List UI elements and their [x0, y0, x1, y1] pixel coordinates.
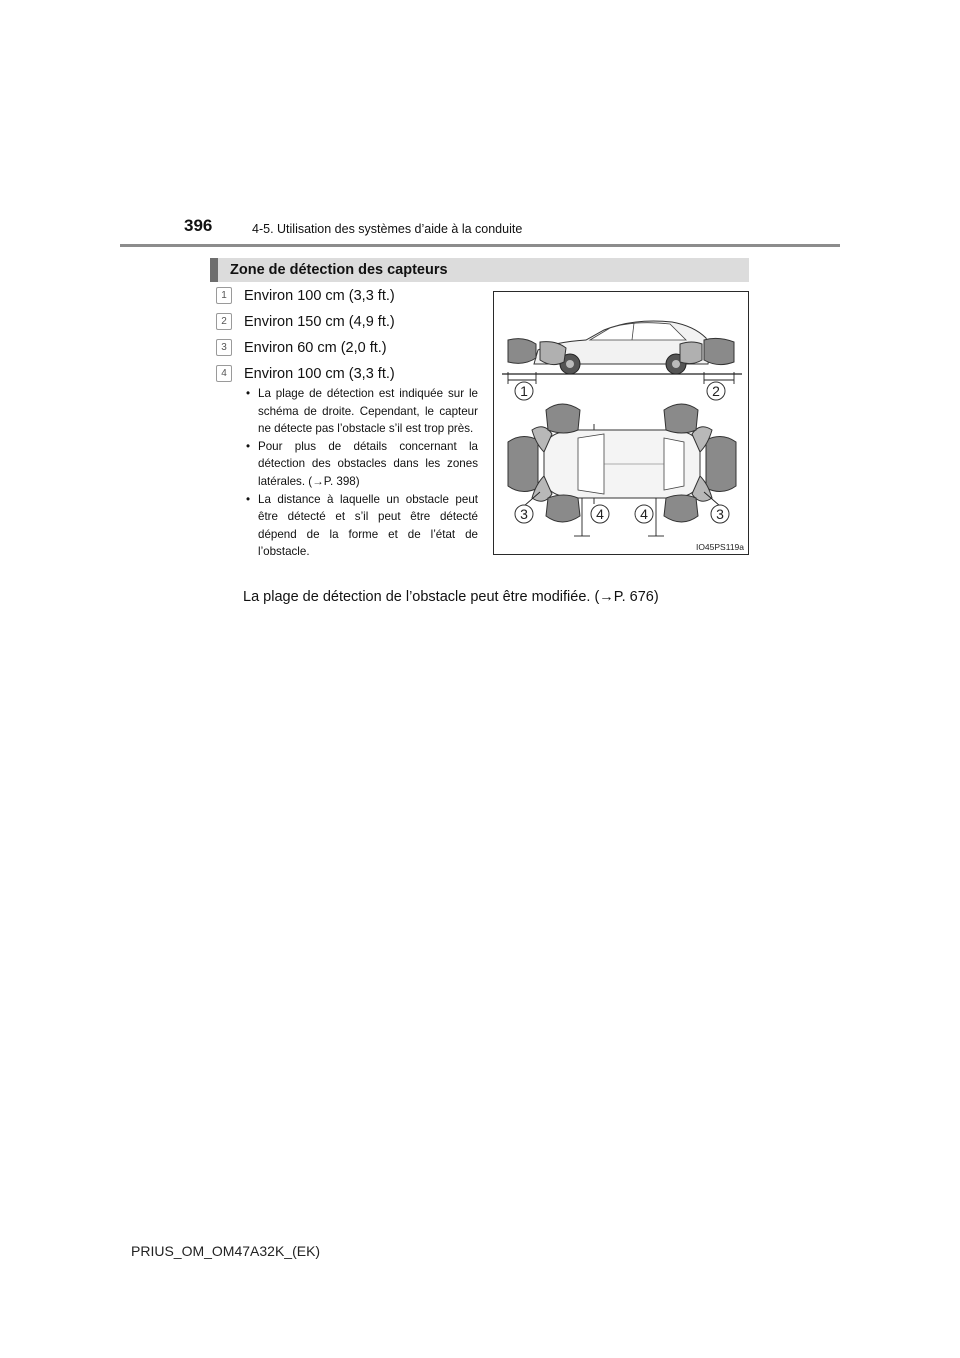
item-number: 1	[216, 287, 232, 304]
bullet-list	[246, 385, 478, 561]
list-item	[216, 365, 395, 382]
page-number: 396	[184, 216, 213, 235]
bullet-text: Pour plus de détails concernant la détection des obstacles dans les zones latérales. (→P. 398)	[258, 439, 478, 488]
item-number: 4	[216, 365, 232, 382]
item-text: Environ 150 cm (4,9 ft.)	[244, 313, 395, 330]
list-item	[216, 339, 387, 356]
heading-accent	[210, 258, 218, 282]
item-number: 2	[216, 313, 232, 330]
bullet-dot: •	[246, 439, 251, 453]
section-path: 4-5. Utilisation des systèmes d’aide à la conduite	[252, 222, 523, 236]
document-id: PRIUS_OM_OM47A32K_(EK)	[131, 1243, 321, 1259]
section-heading	[210, 258, 749, 282]
callout-4: 4	[640, 506, 648, 522]
section-title: Zone de détection des capteurs	[230, 262, 448, 278]
callout-1: 1	[520, 383, 528, 399]
list-item	[216, 287, 395, 304]
bullet-text: La distance à laquelle un obstacle peut être détecté et s’il peut être détecté dépend de la forme et de l’état de l’obstacle.	[258, 492, 478, 559]
callout-4: 4	[596, 506, 604, 522]
bullet-item	[246, 438, 478, 491]
item-text: Environ 100 cm (3,3 ft.)	[244, 365, 395, 382]
item-number: 3	[216, 339, 232, 356]
list-item	[216, 313, 395, 330]
sensor-zone-diagram	[493, 291, 749, 555]
figure-code: IO45PS119a	[695, 542, 744, 552]
item-text: Environ 100 cm (3,3 ft.)	[244, 287, 395, 304]
item-text: Environ 60 cm (2,0 ft.)	[244, 339, 387, 356]
bullet-dot: •	[246, 387, 251, 400]
header-divider	[120, 244, 840, 247]
callout-2: 2	[712, 383, 720, 399]
callout-3: 3	[716, 506, 724, 522]
bullet-text: La plage de détection est indiquée sur le schéma de droite. Cependant, le capteur ne détecte pas l’obstacle s’il est trop près.	[258, 387, 478, 436]
bullet-dot: •	[246, 492, 251, 506]
detection-range-note: La plage de détection de l’obstacle peut être modifiée. (→P. 676)	[243, 589, 659, 605]
bullet-item	[246, 491, 478, 561]
bullet-item	[246, 385, 478, 438]
callout-3: 3	[520, 506, 528, 522]
sensor-zone-illustration	[494, 292, 750, 556]
